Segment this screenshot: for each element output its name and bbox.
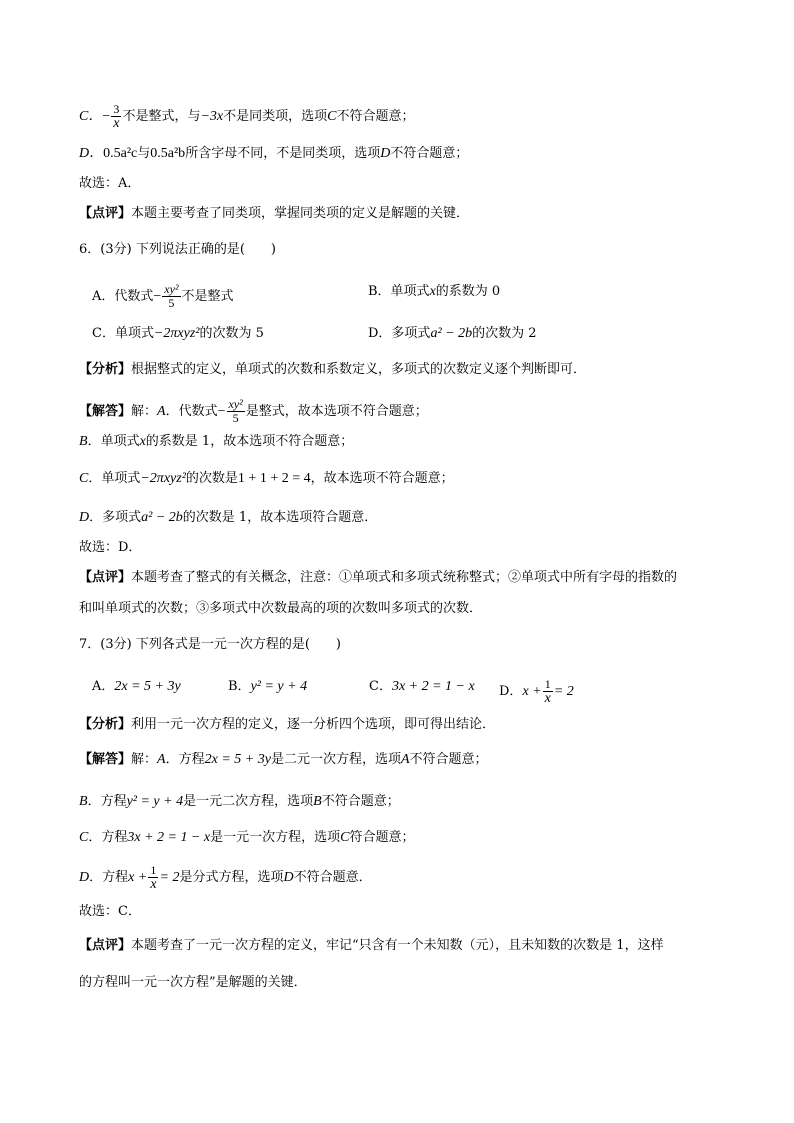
fraction: $\frac{3}{x}$ xyxy=(113,102,120,131)
q7-option-a: A．2x = 5 + 3y xyxy=(92,679,181,694)
q7-review-line1: 【点评】本题考查了一元一次方程的定义，牢记“只含有一个未知数（元），且未知数的次数是 1，这样 xyxy=(79,938,664,953)
fraction: $\frac{\text{xy²}}{5}$ xyxy=(228,397,243,425)
fraction: $\frac{1}{x}$ xyxy=(544,677,551,706)
q6-review-line2: 和叫单项式的次数；③多项式中次数最高的项的次数叫多项式的次数． xyxy=(79,601,483,616)
q6-stem: 6．(3分) 下列说法正确的是( ) xyxy=(79,242,276,257)
q7-answer-choice: 故选：C． xyxy=(79,904,141,919)
q7-solution-a: 【解答】解：A．方程2x = 5 + 3y是二元一次方程，选项A不符合题意； xyxy=(79,752,488,767)
q7-option-d: D．x + $\frac{1}{x}$ = 2 xyxy=(499,677,574,706)
prev-review: 【点评】本题主要考查了同类项，掌握同类项的定义是解题的关键． xyxy=(79,206,470,221)
fraction: $\frac{1}{x}$ xyxy=(150,863,157,892)
q6-review-line1: 【点评】本题考查了整式的有关概念，注意：①单项式和多项式统称整式；②单项式中所有字母的指数的 xyxy=(79,570,678,585)
fraction: $\frac{\text{xy²}}{5}$ xyxy=(164,282,179,310)
q7-solution-d: D．方程x + $\frac{1}{x}$ = 2是分式方程，选项D不符合题意． xyxy=(79,863,372,892)
q7-stem: 7．(3分) 下列各式是一元一次方程的是( ) xyxy=(79,637,341,652)
q6-option-d: D．多项式a² − 2b的次数为 2 xyxy=(368,326,537,341)
q7-solution-c: C．方程3x + 2 = 1 − x是一元一次方程，选项C符合题意； xyxy=(79,830,415,845)
q7-solution-b: B．方程y² = y + 4是一元二次方程，选项B不符合题意； xyxy=(79,794,400,809)
q6-solution-b: B．单项式x的系数是 1，故本选项不符合题意； xyxy=(79,434,354,449)
q6-option-c: C．单项式−2πxyz²的次数为 5 xyxy=(92,326,264,341)
q7-review-line2: 的方程叫一元一次方程”是解题的关键． xyxy=(79,975,307,990)
q6-option-b: B．单项式x的系数为 0 xyxy=(368,284,501,299)
q7-option-c: C．3x + 2 = 1 − x xyxy=(369,679,475,694)
q6-answer-choice: 故选：D． xyxy=(79,540,142,555)
prev-option-c-line: C．− $\frac{3}{x}$ 不是整式，与−3x不是同类项，选项C不符合题意； xyxy=(79,102,415,131)
prev-option-d-line: D．0.5a²c与0.5a²b所含字母不同，不是同类项，选项D不符合题意； xyxy=(79,146,469,161)
q7-option-b: B．y² = y + 4 xyxy=(228,679,308,694)
q6-solution-d: D．多项式a² − 2b的次数是 1，故本选项符合题意． xyxy=(79,510,378,525)
q6-analysis: 【分析】根据整式的定义，单项式的次数和系数定义，多项式的次数定义逐个判断即可． xyxy=(79,362,587,377)
q7-analysis: 【分析】利用一元一次方程的定义，逐一分析四个选项，即可得出结论． xyxy=(79,717,496,732)
q6-solution-a: 【解答】解：A．代数式− $\frac{\text{xy²}}{5}$ 是整式，故本选项不符合题意； xyxy=(79,397,428,425)
q6-solution-c: C．单项式−2πxyz²的次数是1 + 1 + 2 = 4，故本选项不符合题意； xyxy=(79,471,454,486)
q6-option-a: A．代数式− $\frac{\text{xy²}}{5}$ 不是整式 xyxy=(92,282,234,310)
prev-answer-choice: 故选：A． xyxy=(79,176,141,191)
